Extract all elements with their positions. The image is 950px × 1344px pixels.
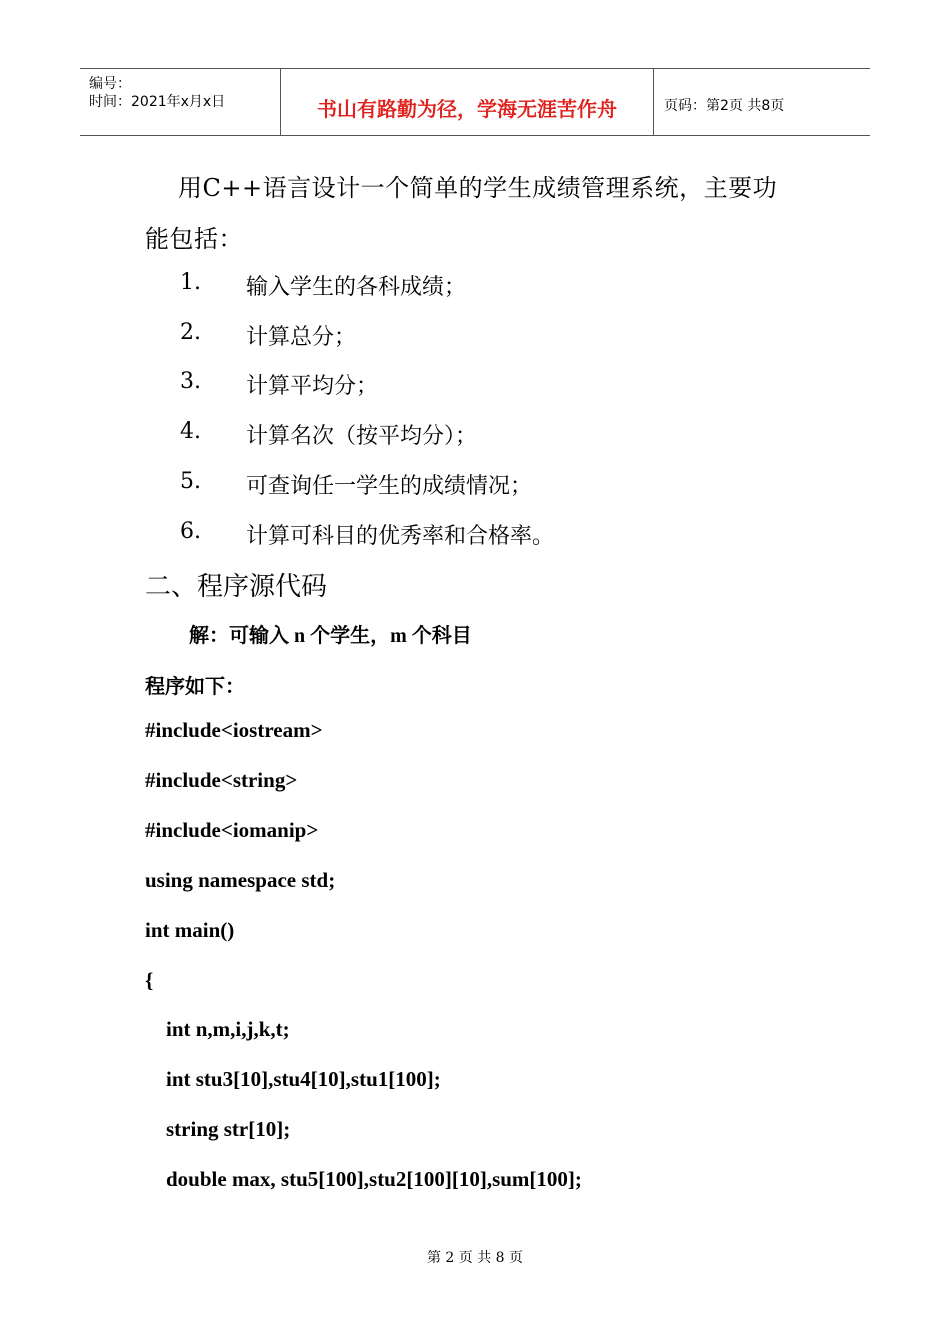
list-item-number: 6. [180, 519, 201, 544]
intro-line-1: 用C++语言设计一个简单的学生成绩管理系统，主要功 [178, 174, 778, 202]
list-item [180, 320, 780, 350]
list-item-number: 4. [180, 419, 201, 444]
list-item-text: 输入学生的各科成绩； [246, 275, 467, 300]
list-item-text: 计算可科目的优秀率和合格率。 [246, 524, 555, 549]
list-item-text: 计算总分； [246, 325, 357, 350]
code-line: double max, stu5[100],stu2[100][10],sum[100]; [166, 1167, 582, 1191]
header-motto-cell [281, 69, 654, 135]
code-line: #include<iostream> [145, 718, 323, 742]
intro-line-2: 能包括： [145, 225, 243, 253]
number-label: 编号： [89, 76, 131, 92]
program-label: 程序如下： [145, 676, 245, 698]
code-line: int stu3[10],stu4[10],stu1[100]; [166, 1067, 441, 1091]
list-item [180, 519, 780, 549]
code-line: int n,m,i,j,k,t; [166, 1017, 290, 1041]
document-header [80, 68, 870, 136]
section-title: 二、程序源代码 [145, 572, 328, 602]
solution-note: 解：可输入 n 个学生，m 个科目 [189, 625, 472, 647]
list-item-number: 3. [180, 369, 201, 394]
header-page-cell [654, 69, 870, 135]
time-label: 时间：2021年x月x日 [89, 94, 226, 110]
list-item [180, 270, 780, 300]
list-item-number: 2. [180, 320, 201, 345]
list-item-number: 1. [180, 270, 201, 295]
list-item-text: 计算名次（按平均分）； [246, 424, 478, 449]
list-item [180, 419, 780, 449]
page-info: 页码：第2页 共8页 [664, 98, 785, 114]
motto: 书山有路勤为径，学海无涯苦作舟 [317, 97, 617, 121]
header-meta-cell [80, 69, 281, 135]
list-item-text: 计算平均分； [246, 374, 379, 399]
code-line: int main() [145, 918, 235, 942]
list-item [180, 469, 780, 499]
code-line: #include<string> [145, 768, 298, 792]
list-item-number: 5. [180, 469, 201, 494]
code-line: string str[10]; [166, 1117, 291, 1141]
code-line: #include<iomanip> [145, 818, 319, 842]
list-item [180, 369, 780, 399]
code-line: using namespace std; [145, 868, 336, 892]
code-line: { [145, 968, 154, 992]
page-footer: 第 2 页 共 8 页 [426, 1250, 524, 1266]
list-item-text: 可查询任一学生的成绩情况； [246, 474, 533, 499]
